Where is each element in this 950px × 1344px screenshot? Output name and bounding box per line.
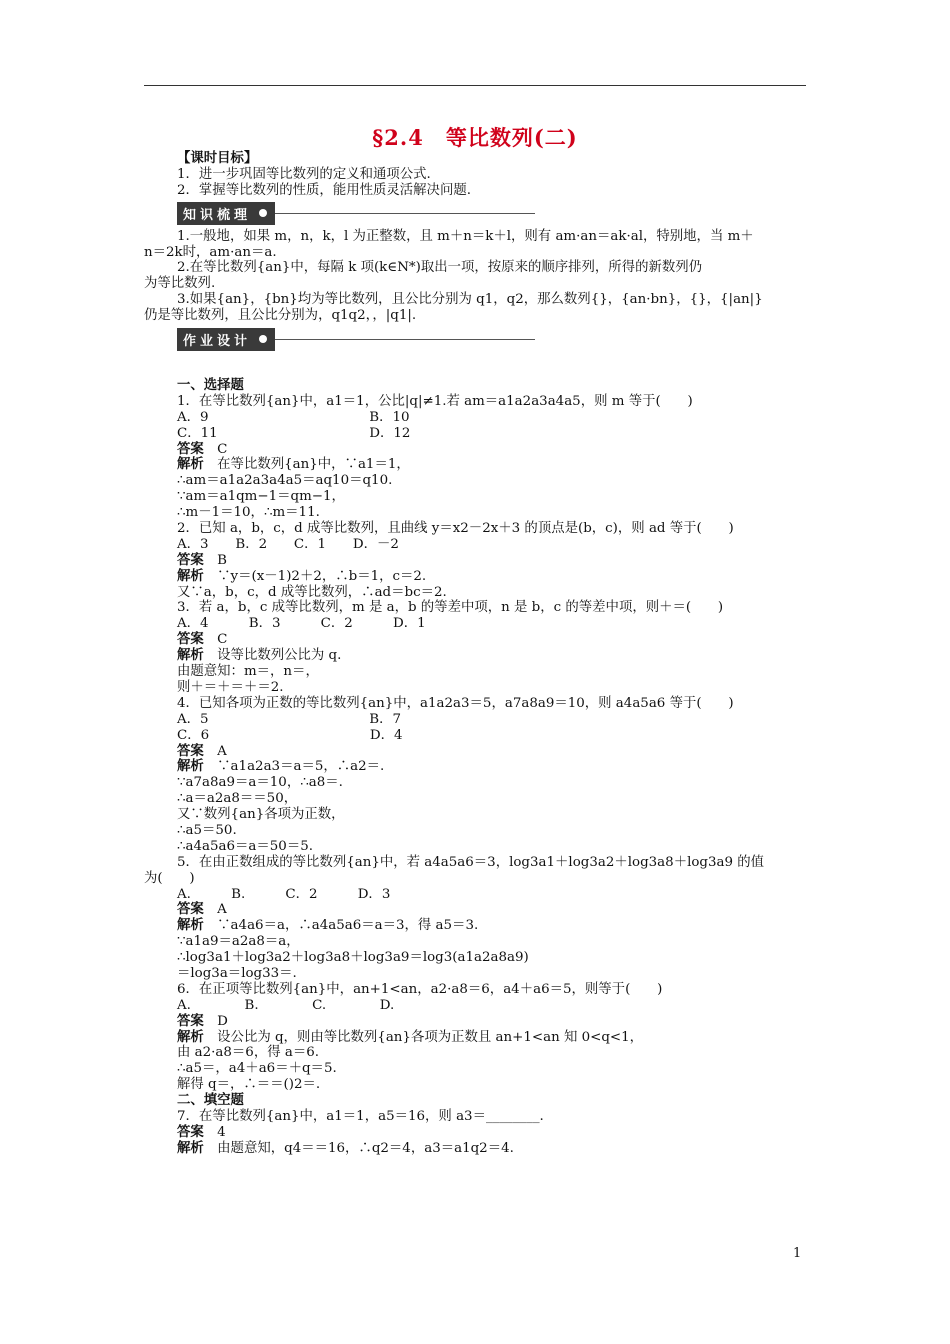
explanation-label: 解析 bbox=[177, 567, 204, 584]
answer-text: B bbox=[203, 552, 228, 568]
answer-label: 答案 bbox=[177, 440, 204, 457]
dot-icon bbox=[259, 209, 267, 217]
exercise-line bbox=[177, 442, 807, 458]
exercise-line: 为( ) bbox=[144, 870, 195, 886]
exercise-line bbox=[177, 902, 807, 918]
explanation-label: 解析 bbox=[177, 456, 204, 473]
objective-item: 1．进一步巩固等比数列的定义和通项公式. bbox=[177, 166, 431, 182]
top-rule bbox=[144, 85, 806, 86]
explanation-text: ∵a1a2a3＝a＝5，∴a2＝. bbox=[203, 759, 385, 775]
exercise-line: ＝log3a＝log33＝. bbox=[177, 965, 297, 981]
exercise-line: 又∵数列{an}各项为正数， bbox=[177, 807, 345, 823]
answer-text: C bbox=[203, 441, 228, 457]
exercise-line: ∴am＝a1a2a3a4a5＝aq10＝q10. bbox=[177, 473, 393, 489]
exercise-line: A．9 B．10 bbox=[177, 409, 410, 425]
exercise-line bbox=[177, 1141, 807, 1157]
answer-label: 答案 bbox=[177, 901, 204, 918]
exercise-line: A. B. C．2 D．3 bbox=[177, 886, 391, 902]
exercise-line: 6．在正项等比数列{an}中，an+1<an，a2·a8＝6，a4＋a6＝5，则等于( ) bbox=[177, 981, 663, 997]
exercise-line: 4．已知各项为正数的等比数列{an}中，a1a2a3＝5，a7a8a9＝10，则 a4a5a6 等于( ) bbox=[177, 695, 734, 711]
exercise-line bbox=[177, 1030, 807, 1046]
exercise-line bbox=[177, 744, 807, 760]
knowledge-line: 仍是等比数列，且公比分别为，q1q2，，|q1|. bbox=[144, 308, 417, 324]
exercise-line: ∴log3a1＋log3a2＋log3a8＋log3a9＝log3(a1a2a8a9) bbox=[177, 950, 529, 966]
exercise-line bbox=[177, 759, 807, 775]
objectives-heading: 【课时目标】 bbox=[177, 150, 258, 166]
exercise-line: 5．在由正数组成的等比数列{an}中，若 a4a5a6＝3，log3a1＋log3a2＋log3a8＋log3a9 的值 bbox=[177, 854, 765, 870]
answer-text: 4 bbox=[203, 1124, 226, 1140]
exercise-line: 由 a2·a8＝6，得 a＝6. bbox=[177, 1045, 320, 1061]
explanation-text: 设等比数列公比为 q. bbox=[203, 648, 342, 664]
exercise-line: ∴m－1＝10，∴m＝11. bbox=[177, 505, 320, 521]
answer-label: 答案 bbox=[177, 742, 204, 759]
spacer bbox=[177, 354, 807, 378]
exercise-line bbox=[177, 918, 807, 934]
answer-text: C bbox=[203, 632, 228, 648]
exercise-line: ∴a4a5a6＝a＝50＝5. bbox=[177, 838, 313, 854]
exercise-line: ∵am＝a1qm−1＝qm−1， bbox=[177, 489, 345, 505]
explanation-label: 解析 bbox=[177, 917, 204, 934]
exercise-line: A．5 B．7 bbox=[177, 711, 402, 727]
exercise-line bbox=[177, 457, 807, 473]
exercise-line: 7．在等比数列{an}中，a1＝1，a5＝16，则 a3＝________. bbox=[177, 1108, 544, 1124]
explanation-text: 由题意知，q4＝＝16，∴q2＝4，a3＝a1q2＝4. bbox=[203, 1140, 514, 1156]
exercise-line bbox=[177, 632, 807, 648]
exercise-line: ∴a5＝50. bbox=[177, 822, 237, 838]
exercise-line: ∴a5＝，a4＋a6＝＋q＝5. bbox=[177, 1061, 337, 1077]
explanation-text: 在等比数列{an}中，∵a1＝1， bbox=[203, 457, 410, 473]
exercise-line bbox=[177, 1125, 807, 1141]
section-rule bbox=[275, 339, 535, 340]
exercise-line: 2．已知 a，b，c，d 成等比数列，且曲线 y＝x2－2x＋3 的顶点是(b，c)，则 ad 等于( ) bbox=[177, 521, 734, 537]
objective-item: 2．掌握等比数列的性质，能用性质灵活解决问题. bbox=[177, 182, 471, 198]
exercise-list bbox=[144, 377, 807, 1157]
exercise-line bbox=[177, 553, 807, 569]
exercise-line: 又∵a，b，c，d 成等比数列，∴ad＝bc＝2. bbox=[177, 584, 447, 600]
section-rule bbox=[275, 213, 535, 214]
page-title: §2.4 等比数列(二) bbox=[372, 125, 578, 150]
page-number: 1 bbox=[793, 1246, 802, 1261]
homework-section-bar bbox=[177, 327, 807, 351]
exercise-line: ∵a7a8a9＝a＝10，∴a8＝. bbox=[177, 775, 343, 791]
answer-label: 答案 bbox=[177, 1012, 204, 1029]
exercise-line: C．6 D．4 bbox=[177, 727, 403, 743]
answer-label: 答案 bbox=[177, 551, 204, 568]
explanation-label: 解析 bbox=[177, 647, 204, 664]
knowledge-line: 为等比数列. bbox=[144, 276, 216, 292]
explanation-label: 解析 bbox=[177, 1028, 204, 1045]
exercise-line bbox=[177, 569, 807, 585]
dot-icon bbox=[259, 335, 267, 343]
answer-label: 答案 bbox=[177, 1123, 204, 1140]
answer-label: 答案 bbox=[177, 631, 204, 648]
homework-section-label: 作业设计 bbox=[177, 328, 275, 351]
explanation-text: ∵a4a6＝a，∴a4a5a6＝a＝3，得 a5＝3. bbox=[203, 918, 479, 934]
answer-text: A bbox=[203, 743, 227, 759]
explanation-text: ∵y＝(x－1)2＋2，∴b＝1，c＝2. bbox=[203, 568, 427, 584]
exercise-line: 解得 q＝，∴＝＝()2＝. bbox=[177, 1077, 321, 1093]
exercise-line: 二、填空题 bbox=[177, 1092, 244, 1109]
exercise-line: 则＋＝＋＝＋＝2. bbox=[177, 679, 284, 695]
exercise-line bbox=[177, 1014, 807, 1030]
answer-text: D bbox=[203, 1013, 228, 1029]
knowledge-line: n＝2k时，am·an＝a. bbox=[144, 244, 277, 260]
exercise-line: 由题意知：m＝，n＝， bbox=[177, 664, 319, 680]
exercise-line: C．11 D．12 bbox=[177, 425, 411, 441]
explanation-text: 设公比为 q，则由等比数列{an}各项为正数且 an+1<an 知 0<q<1， bbox=[203, 1029, 644, 1045]
answer-text: A bbox=[203, 902, 227, 918]
document-body bbox=[144, 150, 807, 1157]
exercise-line: 一、选择题 bbox=[177, 377, 244, 394]
explanation-label: 解析 bbox=[177, 758, 204, 775]
exercise-line bbox=[177, 648, 807, 664]
knowledge-line: 2.在等比数列{an}中，每隔 k 项(k∈N*)取出一项，按原来的顺序排列，所得的新数列仍 bbox=[177, 260, 703, 276]
exercise-line: A. B. C. D. bbox=[177, 997, 395, 1013]
knowledge-line: 3.如果{an}，{bn}均为等比数列，且公比分别为 q1，q2，那么数列{}，{an·bn}，{}，{|an|} bbox=[177, 292, 763, 308]
exercise-line: A．3 B．2 C．1 D．－2 bbox=[177, 536, 399, 552]
exercise-line: ∵a1a9＝a2a8＝a， bbox=[177, 934, 300, 950]
exercise-line: 1．在等比数列{an}中，a1＝1，公比|q|≠1.若 am＝a1a2a3a4a5，则 m 等于( ) bbox=[177, 393, 693, 409]
exercise-line: 3．若 a，b，c 成等比数列，m 是 a，b 的等差中项，n 是 b，c 的等差中项，则＋＝( ) bbox=[177, 600, 724, 616]
knowledge-line: 1.一般地，如果 m，n，k，l 为正整数，且 m＋n＝k＋l，则有 am·an＝ak·al，特别地，当 m＋ bbox=[177, 228, 754, 244]
knowledge-section-label: 知识梳理 bbox=[177, 202, 275, 225]
exercise-line: A．4 B．3 C．2 D．1 bbox=[177, 616, 426, 632]
explanation-label: 解析 bbox=[177, 1139, 204, 1156]
exercise-line: ∴a＝a2a8＝＝50， bbox=[177, 791, 298, 807]
knowledge-section-bar bbox=[177, 202, 807, 226]
